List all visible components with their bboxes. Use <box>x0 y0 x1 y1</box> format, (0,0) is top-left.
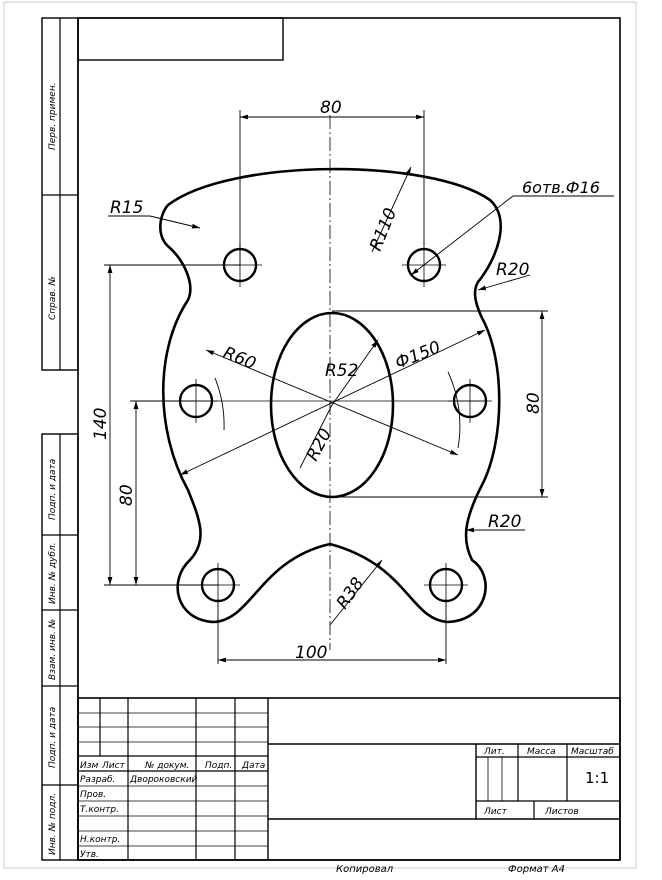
dim-80-right: 80 <box>524 392 544 414</box>
dim-140: 140 <box>91 407 111 440</box>
tb-masshtab: Масштаб <box>571 747 614 757</box>
dim-holes: 6отв.Ф16 <box>522 178 600 197</box>
dim-r20-lower: R20 <box>488 512 522 532</box>
footer-format: Формат А4 <box>508 864 565 875</box>
tb-prov: Пров. <box>80 790 107 800</box>
dim-80-left: 80 <box>117 484 137 506</box>
dim-r20-center: R20 <box>302 425 337 465</box>
tb-lit: Лит. <box>484 747 505 757</box>
dim-80-top: 80 <box>320 98 342 118</box>
tb-izm: Изм <box>80 761 99 771</box>
tb-podp: Подп. <box>205 761 233 771</box>
dim-r20-upper: R20 <box>496 260 530 280</box>
dim-r110: R110 <box>366 205 402 254</box>
dim-r15: R15 <box>110 198 144 218</box>
tb-data: Дата <box>242 761 266 771</box>
tb-list2: Лист <box>484 807 507 817</box>
footer-kopiroval: Копировал <box>336 864 394 875</box>
stamp-podp-data-2: Подп. и дата <box>48 706 58 768</box>
tb-scale-value: 1:1 <box>585 769 610 787</box>
stamp-vzam-inv: Взам. инв. № <box>48 618 58 680</box>
stamp-inv-podl: Инв. № подл. <box>48 792 58 855</box>
tb-massa: Масса <box>527 747 556 757</box>
stamp-inv-dubl: Инв. № дубл. <box>48 542 58 604</box>
dim-r60: R60 <box>220 343 259 375</box>
stamp-podp-data-1: Подп. и дата <box>48 458 58 520</box>
dim-phi150: Ф150 <box>392 337 444 374</box>
tb-listov: Листов <box>545 807 579 817</box>
dim-100: 100 <box>295 643 328 663</box>
tb-n-dokum: № докум. <box>145 761 190 771</box>
dim-r52: R52 <box>325 361 359 381</box>
tb-razrab-name: Двороковский <box>130 775 198 785</box>
tb-n-kontr: Н.контр. <box>80 835 121 845</box>
tb-list: Лист <box>102 761 125 771</box>
tb-t-kontr: Т.контр. <box>80 805 120 815</box>
stamp-sprav-no: Справ. № <box>48 276 58 320</box>
tb-razrab: Разраб. <box>80 775 116 785</box>
dim-r38: R38 <box>332 573 369 613</box>
tb-utv: Утв. <box>80 850 99 860</box>
stamp-perv-primen: Перв. примен. <box>48 82 58 150</box>
